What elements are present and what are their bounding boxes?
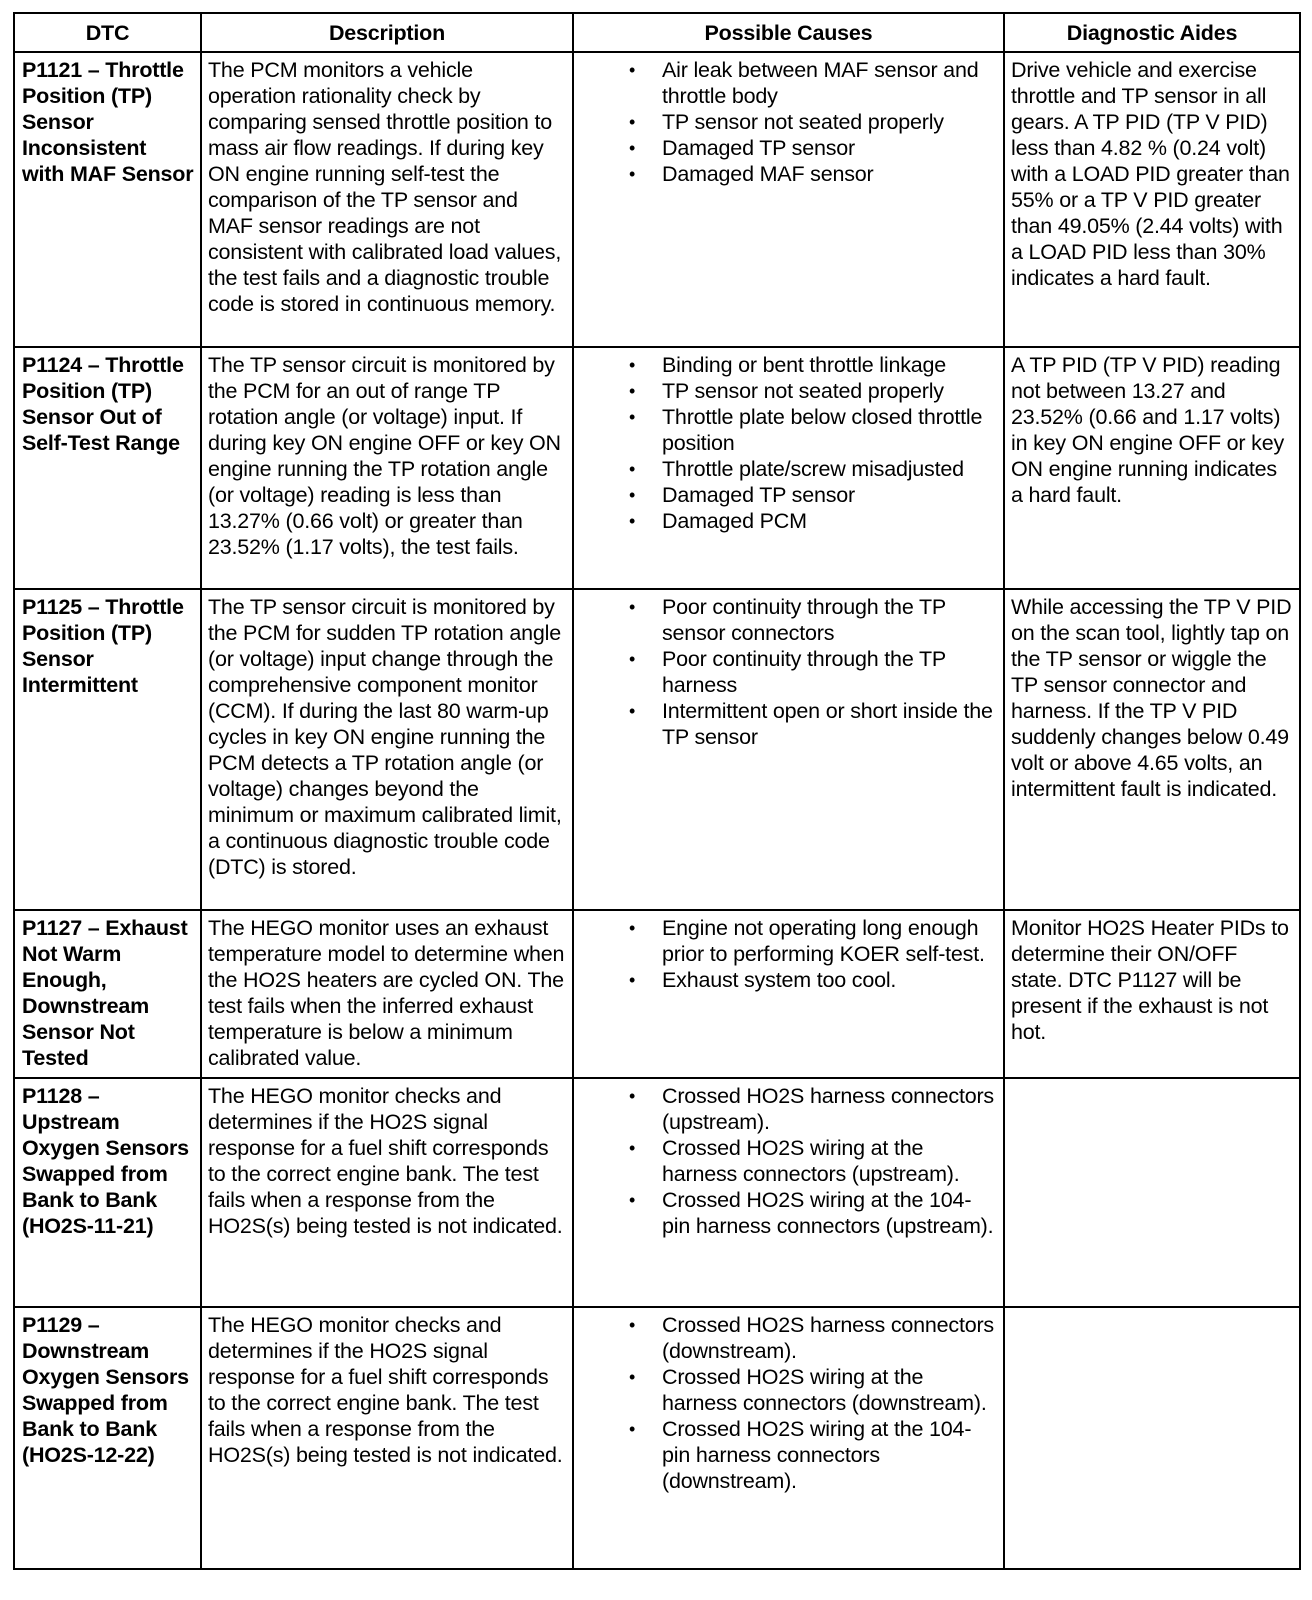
possible-causes-cell: [573, 1307, 1004, 1569]
cause-text: Damaged MAF sensor: [662, 162, 874, 186]
diagnostic-aides-cell: Monitor HO2S Heater PIDs to determine their ON/OFF state. DTC P1127 will be present if the exhaust is not hot.: [1004, 910, 1300, 1078]
cause-item: [574, 456, 999, 482]
bullet-icon: •: [628, 970, 636, 990]
possible-causes-cell: [573, 52, 1004, 347]
cause-text: Crossed HO2S harness connectors (downstream).: [662, 1313, 994, 1363]
dtc-code-cell: P1125 – Throttle Position (TP) Sensor Intermittent: [14, 589, 201, 910]
cause-item: [574, 508, 999, 534]
cause-item: [574, 404, 999, 456]
table-row: [14, 1307, 1300, 1569]
bullet-icon: •: [628, 112, 636, 132]
cause-text: Crossed HO2S wiring at the harness connectors (downstream).: [662, 1365, 987, 1415]
dtc-code-cell: P1129 – Downstream Oxygen Sensors Swapped from Bank to Bank (HO2S-12-22): [14, 1307, 201, 1569]
diagnostic-aides-cell: [1004, 1078, 1300, 1307]
cause-item: [574, 352, 999, 378]
dtc-code-cell: P1127 – Exhaust Not Warm Enough, Downstream Sensor Not Tested: [14, 910, 201, 1078]
possible-causes-cell: [573, 910, 1004, 1078]
bullet-icon: •: [628, 1190, 636, 1210]
cause-item: [574, 1416, 999, 1494]
description-cell: The HEGO monitor checks and determines if the HO2S signal response for a fuel shift corresponds to the correct engine bank. The test fails when a response from the HO2S(s) being tested is not indicated.: [201, 1307, 573, 1569]
bullet-icon: •: [628, 138, 636, 158]
dtc-table: [13, 12, 1301, 1570]
cause-item: [574, 57, 999, 109]
dtc-code-cell: P1124 – Throttle Position (TP) Sensor Out of Self-Test Range: [14, 347, 201, 589]
description-cell: The HEGO monitor uses an exhaust temperature model to determine when the HO2S heaters are cycled ON. The test fails when the inferred exhaust temperature is below a minimum calibrated value.: [201, 910, 573, 1078]
description-cell: The PCM monitors a vehicle operation rationality check by comparing sensed throttle position to mass air flow readings. If during key ON engine running self-test the comparison of the TP sensor and MAF sensor readings are not consistent with calibrated load values, the test fails and a diagnostic trouble code is stored in continuous memory.: [201, 52, 573, 347]
bullet-icon: •: [628, 1367, 636, 1387]
header-possible-causes: Possible Causes: [573, 13, 1004, 52]
description-cell: The TP sensor circuit is monitored by the PCM for an out of range TP rotation angle (or voltage) input. If during key ON engine OFF or key ON engine running the TP rotation angle (or voltage) reading is less than 13.27% (0.66 volt) or greater than 23.52% (1.17 volts), the test fails.: [201, 347, 573, 589]
bullet-icon: •: [628, 1086, 636, 1106]
diagnostic-aides-cell: While accessing the TP V PID on the scan tool, lightly tap on the TP sensor or wiggle the TP sensor connector and harness. If the TP V PID suddenly changes below 0.49 volt or above 4.65 volts, an intermittent fault is indicated.: [1004, 589, 1300, 910]
bullet-icon: •: [628, 459, 636, 479]
cause-item: [574, 1312, 999, 1364]
diagnostic-aides-cell: Drive vehicle and exercise throttle and TP sensor in all gears. A TP PID (TP V PID) less than 4.82 % (0.24 volt) with a LOAD PID greater than 55% or a TP V PID greater than 49.05% (2.44 volts) with a LOAD PID less than 30% indicates a hard fault.: [1004, 52, 1300, 347]
cause-text: Air leak between MAF sensor and throttle body: [662, 58, 979, 108]
cause-item: [574, 967, 999, 993]
cause-list: [574, 915, 999, 993]
cause-text: Damaged PCM: [662, 509, 807, 533]
possible-causes-cell: [573, 347, 1004, 589]
bullet-icon: •: [628, 918, 636, 938]
cause-item: [574, 915, 999, 967]
cause-item: [574, 135, 999, 161]
table-row: [14, 1078, 1300, 1307]
cause-item: [574, 1135, 999, 1187]
table-row: [14, 910, 1300, 1078]
cause-text: Exhaust system too cool.: [662, 968, 897, 992]
bullet-icon: •: [628, 355, 636, 375]
cause-text: Throttle plate/screw misadjusted: [662, 457, 964, 481]
cause-text: Binding or bent throttle linkage: [662, 353, 947, 377]
bullet-icon: •: [628, 701, 636, 721]
cause-item: [574, 109, 999, 135]
cause-text: Crossed HO2S wiring at the 104-pin harness connectors (downstream).: [662, 1417, 972, 1493]
cause-item: [574, 646, 999, 698]
cause-text: Throttle plate below closed throttle position: [662, 405, 983, 455]
cause-text: TP sensor not seated properly: [662, 110, 944, 134]
bullet-icon: •: [628, 597, 636, 617]
cause-text: Intermittent open or short inside the TP sensor: [662, 699, 993, 749]
header-row: [14, 13, 1300, 52]
bullet-icon: •: [628, 381, 636, 401]
header-description: Description: [201, 13, 573, 52]
bullet-icon: •: [628, 1138, 636, 1158]
dtc-code-cell: P1121 – Throttle Position (TP) Sensor Inconsistent with MAF Sensor: [14, 52, 201, 347]
possible-causes-cell: [573, 589, 1004, 910]
cause-list: [574, 352, 999, 534]
cause-item: [574, 1083, 999, 1135]
cause-list: [574, 57, 999, 187]
cause-text: Engine not operating long enough prior to performing KOER self-test.: [662, 916, 985, 966]
description-cell: The HEGO monitor checks and determines if the HO2S signal response for a fuel shift corresponds to the correct engine bank. The test fails when a response from the HO2S(s) being tested is not indicated.: [201, 1078, 573, 1307]
cause-list: [574, 1312, 999, 1494]
bullet-icon: •: [628, 511, 636, 531]
description-cell: The TP sensor circuit is monitored by the PCM for sudden TP rotation angle (or voltage) input change through the comprehensive component monitor (CCM). If during the last 80 warm-up cycles in key ON engine running the PCM detects a TP rotation angle (or voltage) changes beyond the minimum or maximum calibrated limit, a continuous diagnostic trouble code (DTC) is stored.: [201, 589, 573, 910]
bullet-icon: •: [628, 485, 636, 505]
cause-list: [574, 594, 999, 750]
cause-item: [574, 161, 999, 187]
cause-list: [574, 1083, 999, 1239]
cause-item: [574, 482, 999, 508]
cause-item: [574, 378, 999, 404]
cause-text: Crossed HO2S wiring at the 104-pin harness connectors (upstream).: [662, 1188, 994, 1238]
bullet-icon: •: [628, 164, 636, 184]
cause-text: Poor continuity through the TP sensor connectors: [662, 595, 946, 645]
table-row: [14, 347, 1300, 589]
cause-item: [574, 594, 999, 646]
bullet-icon: •: [628, 649, 636, 669]
table-row: [14, 589, 1300, 910]
bullet-icon: •: [628, 407, 636, 427]
cause-item: [574, 1187, 999, 1239]
table-body: [14, 52, 1300, 1569]
table-row: [14, 52, 1300, 347]
cause-text: Damaged TP sensor: [662, 136, 855, 160]
cause-item: [574, 698, 999, 750]
dtc-code-cell: P1128 – Upstream Oxygen Sensors Swapped from Bank to Bank (HO2S-11-21): [14, 1078, 201, 1307]
cause-text: Crossed HO2S harness connectors (upstream).: [662, 1084, 994, 1134]
cause-text: Poor continuity through the TP harness: [662, 647, 946, 697]
cause-text: Damaged TP sensor: [662, 483, 855, 507]
cause-item: [574, 1364, 999, 1416]
bullet-icon: •: [628, 1315, 636, 1335]
cause-text: TP sensor not seated properly: [662, 379, 944, 403]
cause-text: Crossed HO2S wiring at the harness connectors (upstream).: [662, 1136, 960, 1186]
diagnostic-aides-cell: [1004, 1307, 1300, 1569]
diagnostic-aides-cell: A TP PID (TP V PID) reading not between 13.27 and 23.52% (0.66 and 1.17 volts) in key ON engine OFF or key ON engine running indicates a hard fault.: [1004, 347, 1300, 589]
header-diagnostic-aides: Diagnostic Aides: [1004, 13, 1300, 52]
possible-causes-cell: [573, 1078, 1004, 1307]
header-dtc: DTC: [14, 13, 201, 52]
bullet-icon: •: [628, 60, 636, 80]
bullet-icon: •: [628, 1419, 636, 1439]
